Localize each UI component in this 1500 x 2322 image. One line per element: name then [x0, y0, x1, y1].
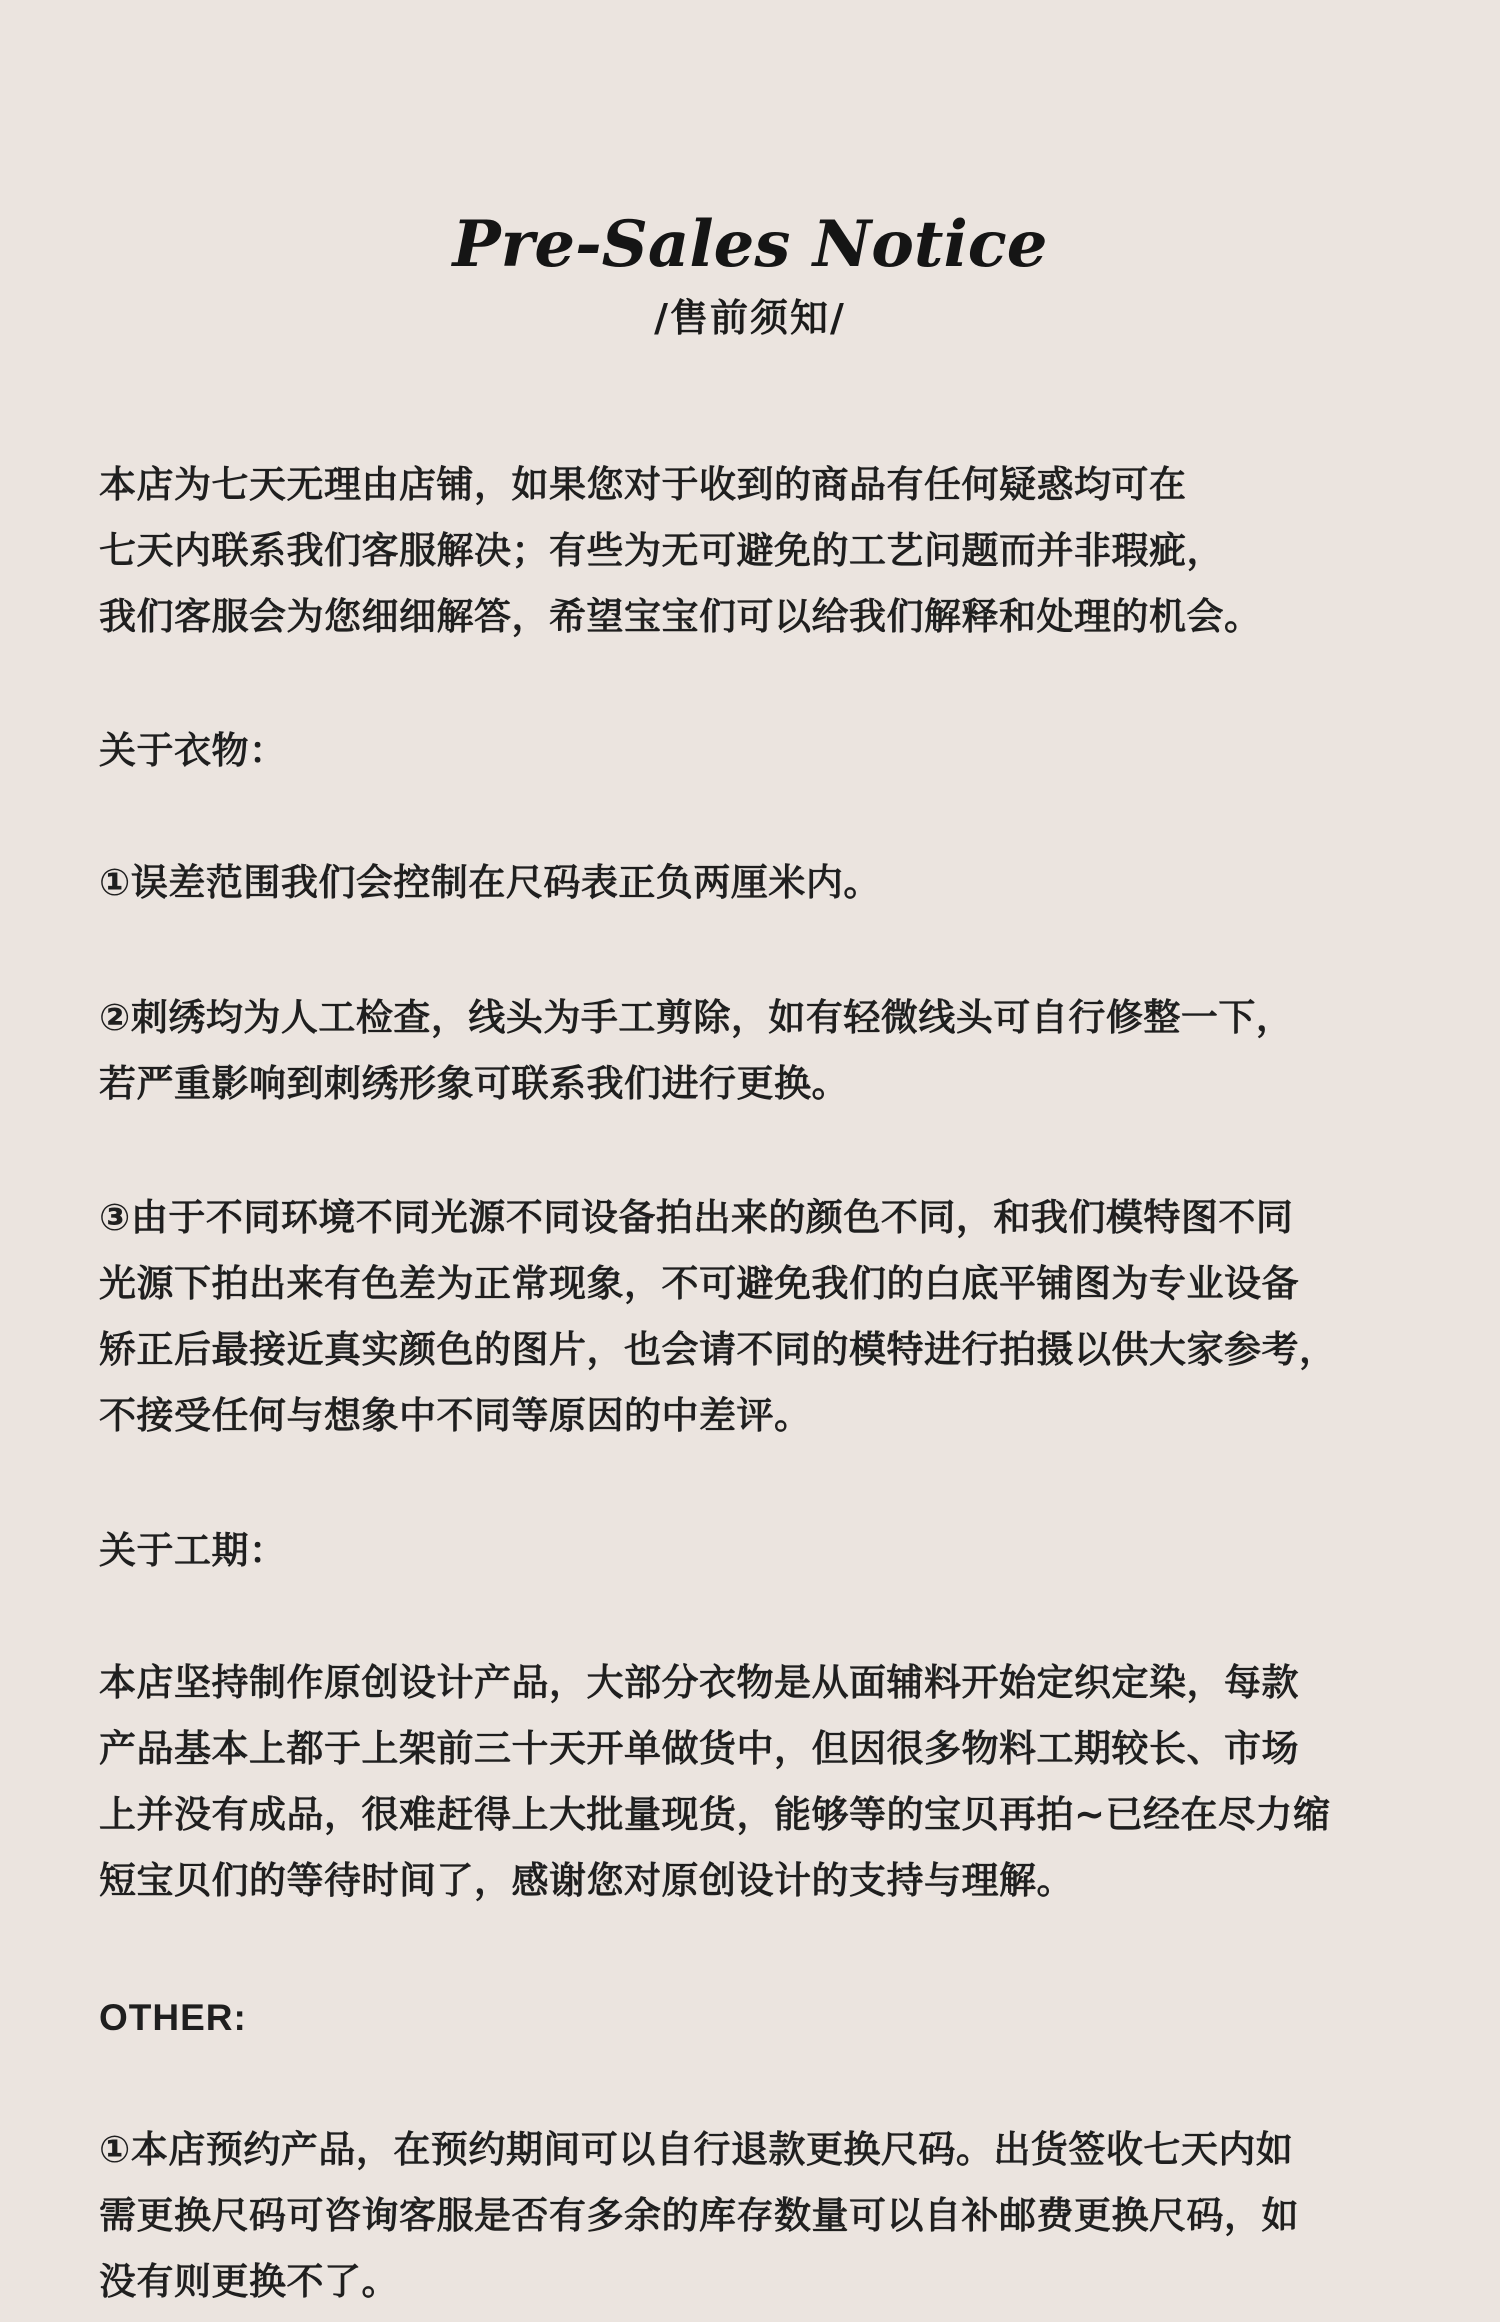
schedule-line: 短宝贝们的等待时间了，感谢您对原创设计的支持与理解。	[99, 1859, 1074, 1902]
clothing-item-line: 若严重影响到刺绣形象可联系我们进行更换。	[99, 1062, 849, 1105]
section-heading: OTHER:	[99, 1997, 247, 2038]
clothing-item-line: ③由于不同环境不同光源不同设备拍出来的颜色不同，和我们模特图不同	[99, 1196, 1294, 1239]
clothing-item-line: ②刺绣均为人工检查，线头为手工剪除，如有轻微线头可自行修整一下，	[99, 996, 1294, 1039]
intro-line: 七天内联系我们客服解决；有些为无可避免的工艺问题而并非瑕疵，	[99, 529, 1224, 572]
clothing-item-2	[99, 985, 1439, 1117]
other-item-line: ①本店预约产品，在预约期间可以自行退款更换尺码。出货签收七天内如	[99, 2128, 1294, 2171]
schedule-heading	[99, 1518, 1439, 1584]
intro-line: 我们客服会为您细细解答，希望宝宝们可以给我们解释和处理的机会。	[99, 595, 1262, 638]
schedule-line: 产品基本上都于上架前三十天开单做货中，但因很多物料工期较长、市场	[99, 1727, 1299, 1770]
clothing-item-line: 不接受任何与想象中不同等原因的中差评。	[99, 1394, 812, 1437]
other-item-line: 没有则更换不了。	[99, 2260, 399, 2303]
page-subtitle: /售前须知/	[654, 296, 846, 340]
clothing-heading	[99, 718, 1439, 784]
section-heading: 关于衣物：	[99, 729, 287, 772]
clothing-item-1	[99, 850, 1439, 916]
other-heading	[99, 1985, 1439, 2051]
clothing-item-3	[99, 1185, 1439, 1449]
intro-line: 本店为七天无理由店铺，如果您对于收到的商品有任何疑惑均可在	[99, 463, 1187, 506]
other-item-line: 需更换尺码可咨询客服是否有多余的库存数量可以自补邮费更换尺码，如	[99, 2194, 1299, 2237]
schedule-line: 本店坚持制作原创设计产品，大部分衣物是从面辅料开始定织定染，每款	[99, 1661, 1299, 1704]
page-title: Pre-Sales Notice	[452, 207, 1048, 282]
schedule-paragraph	[99, 1650, 1439, 1914]
section-heading: 关于工期：	[99, 1529, 287, 1572]
clothing-item-line: ①误差范围我们会控制在尺码表正负两厘米内。	[99, 861, 881, 904]
clothing-item-line: 光源下拍出来有色差为正常现象，不可避免我们的白底平铺图为专业设备	[99, 1262, 1299, 1305]
intro-paragraph	[99, 452, 1439, 650]
other-item-1	[99, 2117, 1439, 2315]
schedule-line: 上并没有成品，很难赶得上大批量现货，能够等的宝贝再拍~已经在尽力缩	[99, 1793, 1331, 1836]
clothing-item-line: 矫正后最接近真实颜色的图片，也会请不同的模特进行拍摄以供大家参考，	[99, 1328, 1337, 1371]
